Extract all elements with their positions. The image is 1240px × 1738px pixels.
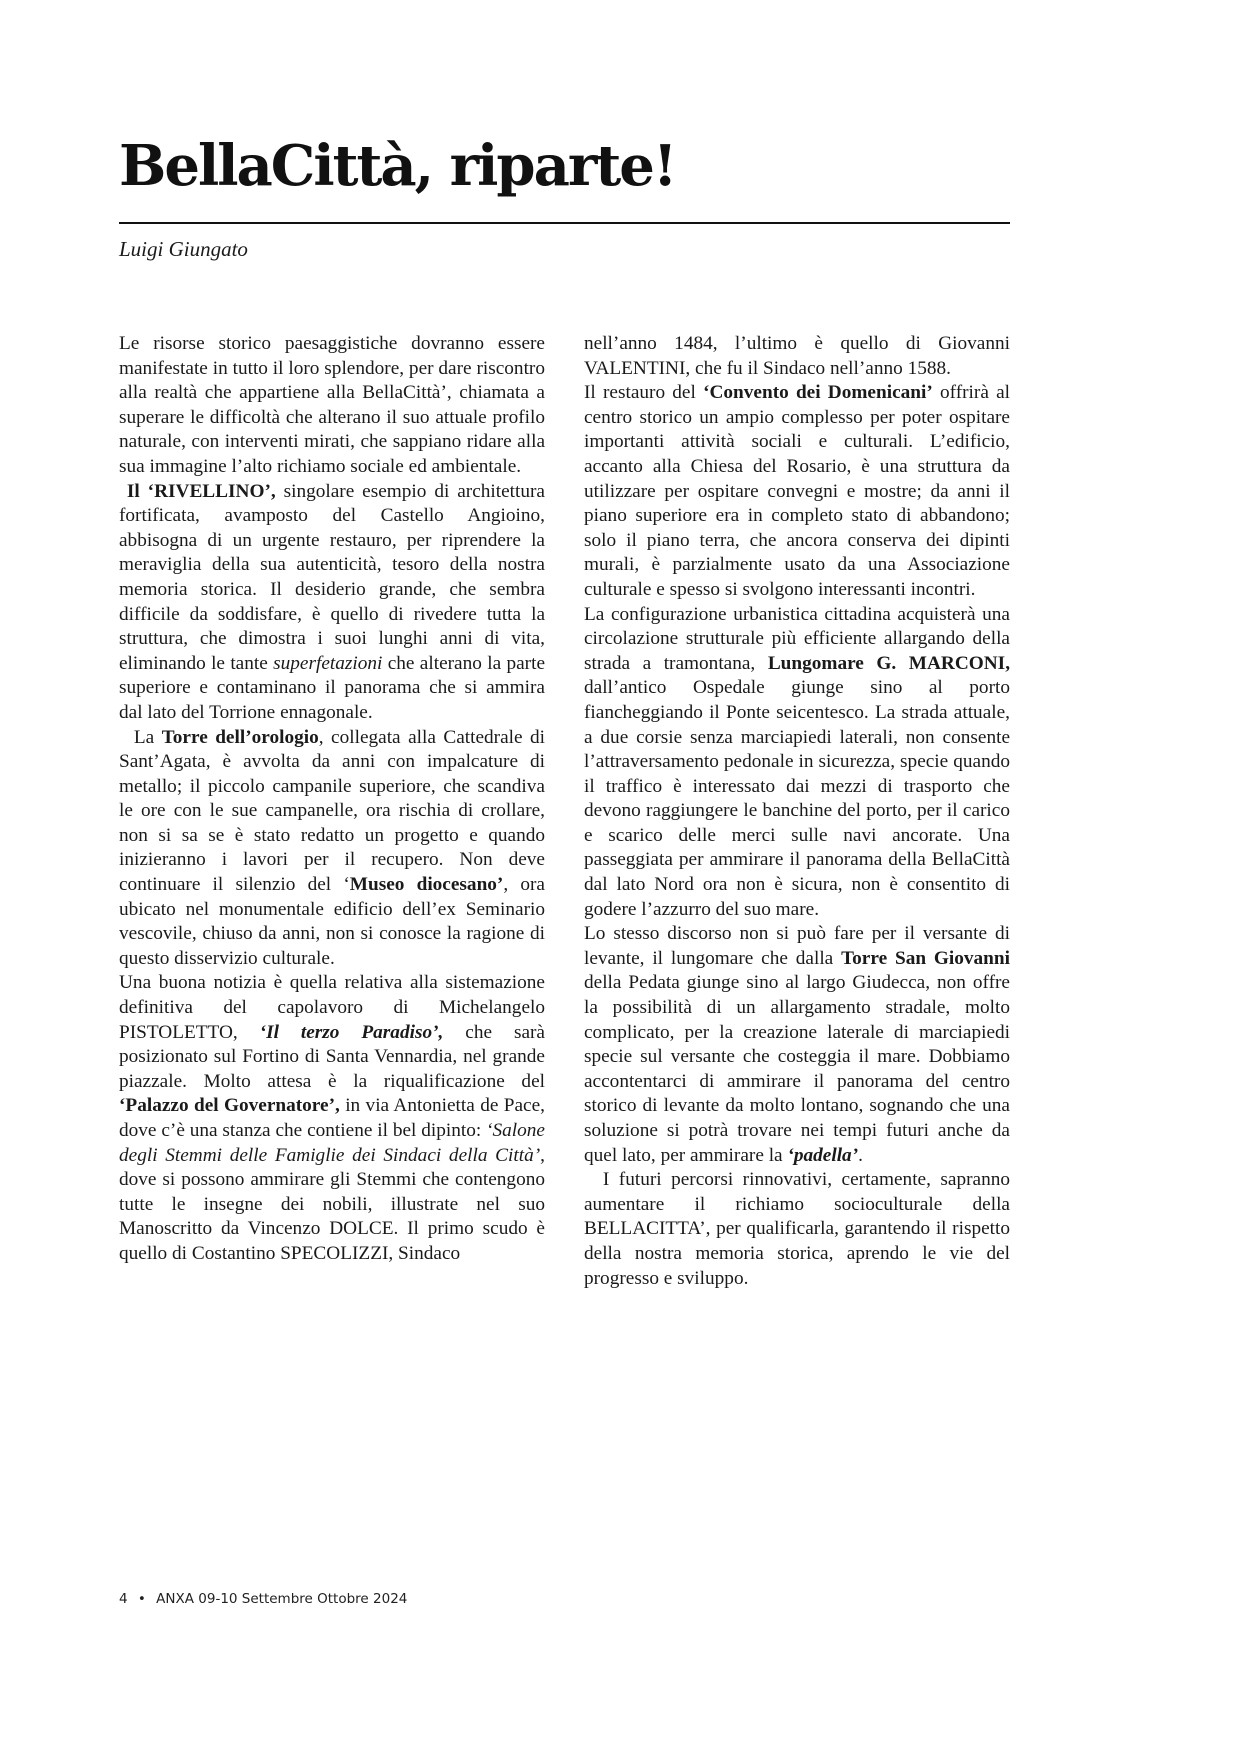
text-run — [119, 481, 127, 502]
text-run: La — [119, 726, 162, 748]
text-run: nell’anno 1484, l’ultimo è quello di Giovanni VALENTINI, che fu il Sindaco nell’anno 1588. — [584, 333, 1010, 379]
text-run: ‘Convento dei Domenicani’ — [703, 382, 933, 404]
text-run: Torre dell’orologio — [161, 726, 319, 748]
text-run: Museo diocesano’ — [349, 874, 504, 896]
text-run: Una buona notizia è quella relativa alla sistemazione definitiva del capolavoro di Michelangelo PISTOLETTO, — [119, 972, 545, 1043]
paragraph — [584, 332, 1010, 381]
paragraph — [119, 332, 545, 480]
text-run: Il restauro del — [584, 382, 704, 404]
text-run: , ora ubicato nel monumentale edificio dell’ex Seminario vescovile, chiuso da anni, non si conosce la ragione di questo disservizio culturale. — [119, 874, 545, 969]
text-run: ‘Il terzo Paradiso’, — [259, 1021, 444, 1043]
text-run: ‘padella’ — [787, 1144, 859, 1166]
paragraph — [119, 971, 545, 1266]
text-run: Torre San Giovanni — [841, 947, 1010, 969]
text-run: Lo stesso discorso non si può fare per il versante di levante, il lungomare che dalla — [584, 923, 1010, 969]
text-run: offrirà al centro storico un ampio complesso per poter ospitare importanti attività sociali e culturali. L’edificio, accanto alla Chiesa del Rosario, è una struttura da utilizzare per ospitare convegni e mostre; da anni il piano superiore era in completo stato di abbandono; solo il piano terra, che ancora conserva dei dipinti murali, è parzialmente usato da una Associazione culturale e spesso si svolgono interessanti incontri. — [584, 382, 1010, 600]
article-title: BellaCittà, riparte! — [119, 133, 676, 199]
text-column-right — [584, 332, 1015, 1291]
text-run: ‘Palazzo del Governatore’, — [119, 1095, 340, 1117]
text-run: ‘Salone degli Stemmi delle Famiglie dei Sindaci della Città’ — [119, 1120, 545, 1166]
text-run: superfetazioni — [273, 652, 383, 674]
text-run: singolare esempio di architettura fortificata, avamposto del Castello Angioino, abbisogna di un urgente restauro, per riprendere la meraviglia della sua autenticità, tesoro della nostra memoria storica. Il desiderio grande, che sembra difficile da soddisfare, è quello di rivedere tutta la struttura, che dimostra i suoi lunghi anni di vita, eliminando le tante — [119, 480, 545, 674]
text-run: Il ‘RIVELLINO’, — [126, 480, 276, 502]
text-run: . — [858, 1144, 863, 1166]
paragraph — [119, 480, 545, 726]
footer-separator: • — [137, 1591, 146, 1607]
paragraph — [584, 1168, 1015, 1291]
text-run: che sarà posizionato sul Fortino di Santa Vennardia, nel grande piazzale. Molto attesa è la riqualificazione del — [119, 1021, 545, 1092]
text-run: dall’antico Ospedale giunge sino al porto fiancheggiando il Ponte seicentesco. La strada attuale, a due corsie senza marciapiedi laterali, non consente l’attraversamento pedonale in sicurezza, specie quando il traffico è interessato dai mezzi di trasporto che devono raggiungere le banchine del porto, per il carico e scarico delle merci sulle navi ancorate. Una passeggiata per ammirare il panorama della BellaCittà dal lato Nord ora non è sicura, non è consentito di godere l’azzurro del suo mare. — [584, 677, 1010, 920]
page-number: 4 — [119, 1591, 128, 1607]
article-author: Luigi Giungato — [119, 237, 248, 261]
text-run: , collegata alla Cattedrale di Sant’Agata, è avvolta da anni con impalcature di metallo; il piccolo campanile superiore, che scandiva le ore con le sue campanelle, ora rischia di crollare, non si sa se è stato redatto un progetto e quando inizieranno i lavori per il recupero. Non deve continuare il silenzio del ‘ — [119, 726, 546, 896]
text-run: La configurazione urbanistica cittadina acquisterà una circolazione strutturale più efficiente allargando della strada a tramontana, — [584, 603, 1010, 674]
publication-info: ANXA 09-10 Settembre Ottobre 2024 — [156, 1591, 408, 1607]
text-run: , dove si possono ammirare gli Stemmi che contengono tutte le insegne dei nobili, illustrate nel suo Manoscritto da Vincenzo DOLCE. Il primo scudo è quello di Costantino SPECOLIZZI, Sindaco — [119, 1144, 545, 1264]
title-divider — [119, 222, 1010, 224]
text-column-left — [119, 332, 545, 1267]
paragraph — [584, 922, 1010, 1168]
paragraph — [584, 603, 1010, 923]
text-run: in via Antonietta de Pace, dove c’è una stanza che contiene il bel dipinto: — [119, 1095, 545, 1141]
text-run: I futuri percorsi rinnovativi, certamente, sapranno aumentare il richiamo socioculturale della BELLACITTA’, per qualificarla, garantendo il rispetto della nostra memoria storica, aprendo le vie del progresso e sviluppo. — [584, 1169, 1015, 1289]
paragraph — [584, 381, 1010, 602]
page-footer — [119, 1591, 407, 1607]
text-run: Lungomare G. MARCONI, — [767, 652, 1011, 674]
text-run: Le risorse storico paesaggistiche dovranno essere manifestate in tutto il loro splendore, per dare riscontro alla realtà che appartiene alla BellaCittà’, chiamata a superare le difficoltà che alterano il suo attuale profilo naturale, con interventi mirati, che sappiano ridare alla sua immagine l’alto richiamo sociale ed ambientale. — [119, 333, 545, 477]
text-run: della Pedata giunge sino al largo Giudecca, non offre la possibilità di un allargamento stradale, molto complicato, per la creazione laterale di marciapiedi specie sul versante che costeggia il mare. Dobbiamo accontentarci di ammirare il panorama del centro storico di levante da molto lontano, sognando che una soluzione si potrà trovare nei tempi futuri anche da quel lato, per ammirare la — [584, 972, 1010, 1166]
text-run: che alterano la parte superiore e contaminano il panorama che si ammira dal lato del Torrione ennagonale. — [119, 652, 546, 723]
paragraph — [119, 726, 545, 972]
